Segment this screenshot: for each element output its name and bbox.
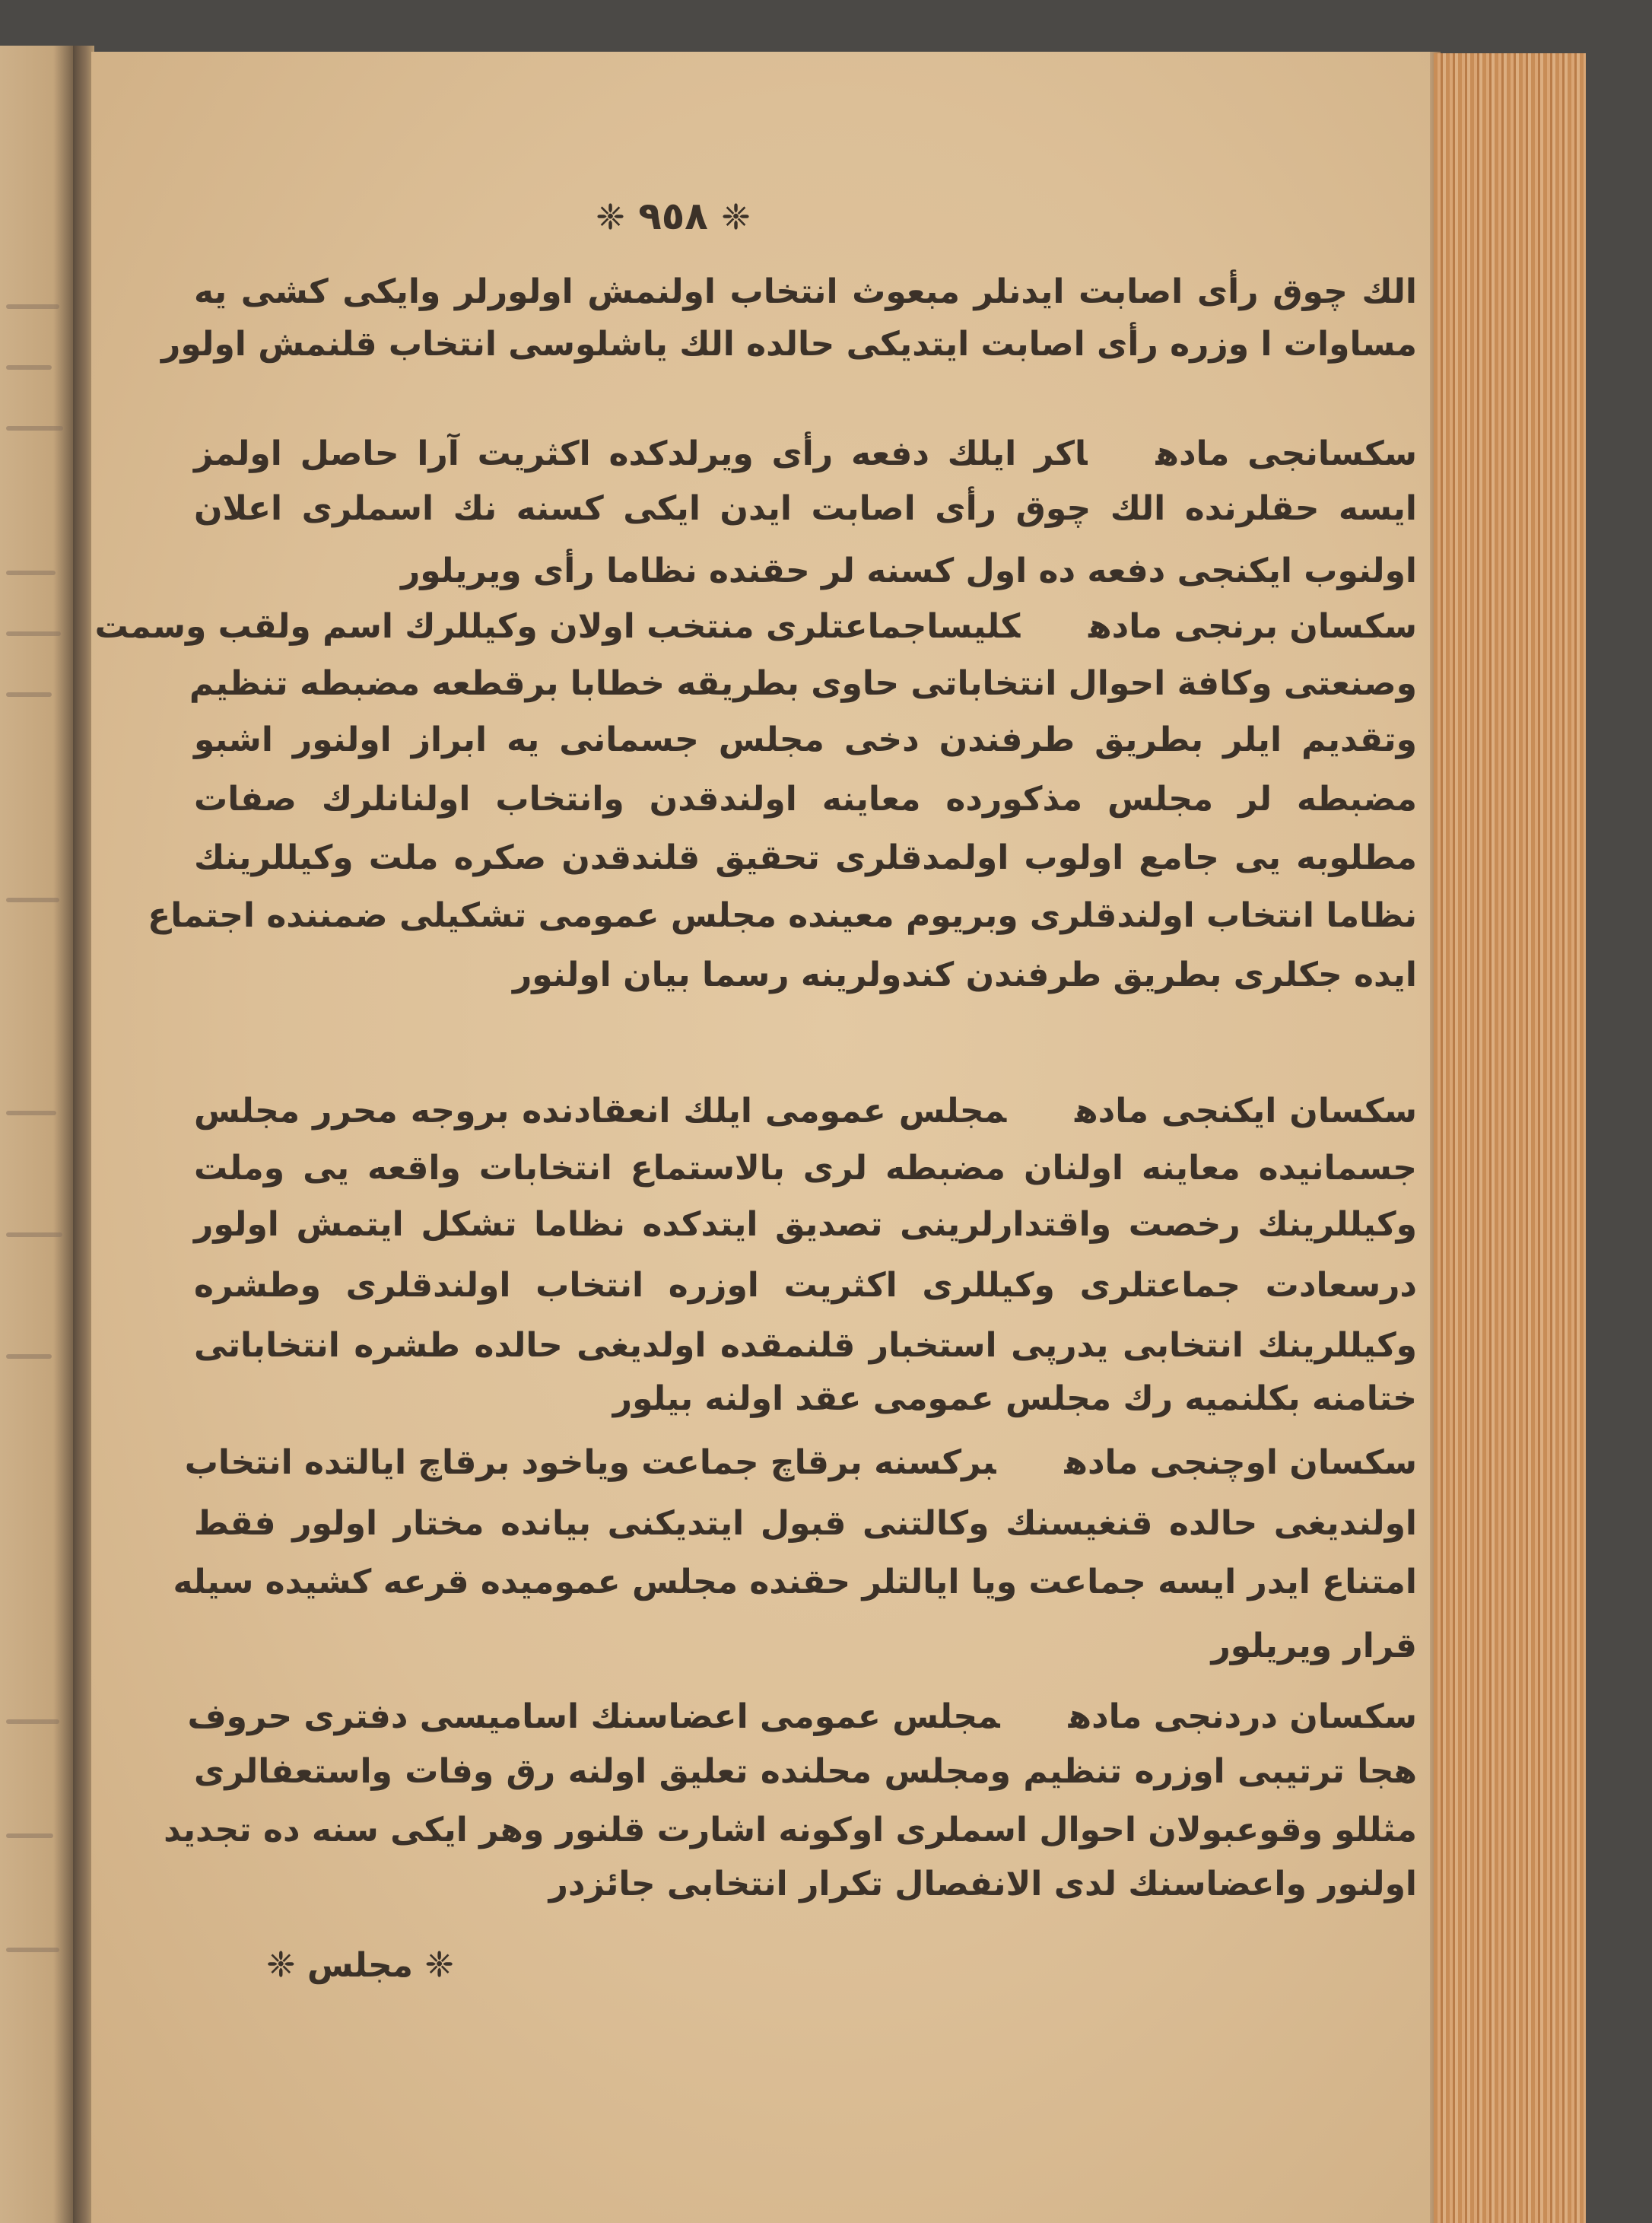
text-line: جسمانيده معاينه اولنان مضبطه لرى بالاستماع انتخابات واقعه يى وملت <box>194 1149 1417 1188</box>
catchword: ❈ مجلس ❈ <box>266 1944 454 1985</box>
article-line: سكسان برنجى مادهكليساجماعتلرى منتخب اولان وكيللرك اسم ولقب وسمت <box>94 607 1417 646</box>
text-line: مضبطه لر مجلس مذكورده معاينه اولندقدن وانتخاب اولنانلرك صفات <box>194 780 1417 819</box>
article-title: سكسان اوچنجى ماده <box>1064 1443 1417 1482</box>
article-line: سكسانجى مادهاكر ايلك دفعه رأى ويرلدكده اكثريت آرا حاصل اولمز <box>194 434 1417 473</box>
text-line: مساوات ا وزره رأى اصابت ايتديكى حالده الك ياشلوسى انتخاب قلنمش اولور <box>161 325 1417 364</box>
text-line: ايسه حقلرنده الك چوق رأى اصابت ايدن ايكى كسنه نك اسملرى اعلان <box>194 489 1417 528</box>
text-line: اولنديغى حالده قنغيسنك وكالتنى قبول ايتديكنى بيانده مختار اولور فقط <box>194 1504 1417 1543</box>
text-line: ايده جكلرى بطريق طرفندن كندولرينه رسما بيان اولنور <box>512 956 1417 994</box>
text-line: امتناع ايدر ايسه جماعت ويا ايالتلر حقنده مجلس عموميده قرعه كشيده سيله <box>173 1563 1417 1601</box>
article-title: سكسان برنجى ماده <box>1088 607 1417 646</box>
text-line: الك چوق رأى اصابت ايدنلر مبعوث انتخاب اولنمش اولورلر وايكى كشى يه <box>194 272 1417 311</box>
text-line: نظاما انتخاب اولندقلرى وبريوم معينده مجلس عمومى تشكيلى ضمننده اجتماع <box>148 896 1417 935</box>
article-line: سكسان دردنجى مادهمجلس عمومى اعضاسنك اساميسى دفترى حروف <box>187 1697 1417 1736</box>
text-line: اولنوب ايكنجى دفعه ده اول كسنه لر حقنده نظاما رأى ويريلور <box>400 552 1417 590</box>
article-title: سكسانجى ماده <box>1155 434 1417 473</box>
ornament-icon: ❈ <box>424 1944 454 1985</box>
page-number-header <box>559 194 787 238</box>
page-stack-edge <box>1434 53 1586 2223</box>
text-line: وكيللرينك رخصت واقتدارلرينى تصديق ايتدكده نظاما تشكل ايتمش اولور <box>194 1205 1417 1244</box>
text-line: درسعادت جماعتلرى وكيللرى اكثريت اوزره انتخاب اولندقلرى وطشره <box>194 1266 1417 1305</box>
text-line: وصنعتى وكافة احوال انتخاباتى حاوى بطريقه خطابا برقطعه مضبطه تنظيم <box>189 664 1417 703</box>
text-line: ختامنه بكلنميه رك مجلس عمومى عقد اولنه بيلور <box>612 1379 1417 1418</box>
ornament-icon: ❈ <box>721 196 751 237</box>
facing-page-edge <box>0 46 76 2223</box>
article-line: سكسان ايكنجى مادهمجلس عمومى ايلك انعقادنده بروجه محرر مجلس <box>194 1092 1417 1131</box>
article-line: سكسان اوچنجى مادهبركسنه برقاچ جماعت وياخود برقاچ ايالتده انتخاب <box>184 1443 1417 1482</box>
article-title: سكسان ايكنجى ماده <box>1075 1092 1417 1131</box>
text-line: مطلوبه يى جامع اولوب اولمدقلرى تحقيق قلندقدن صكره ملت وكيللرينك <box>194 838 1417 877</box>
ornament-icon: ❈ <box>266 1944 296 1985</box>
text-line: وتقديم ايلر بطريق طرفندن دخى مجلس جسمانى يه ابراز اولنور اشبو <box>194 720 1417 759</box>
text-line: هجا ترتيبى اوزره تنظيم ومجلس محلنده تعليق اولنه رق وفات واستعفالرى <box>194 1752 1417 1791</box>
text-line: وكيللرينك انتخابى يدرپى استخبار قلنمقده اولديغى حالده طشره انتخاباتى <box>194 1326 1417 1365</box>
text-line: اولنور واعضاسنك لدى الانفصال تكرار انتخابى جائزدر <box>548 1865 1417 1903</box>
article-title: سكسان دردنجى ماده <box>1068 1697 1417 1736</box>
text-line: مثللو وقوعبولان احوال اسملرى اوكونه اشارت قلنور وهر ايكى سنه ده تجديد <box>164 1811 1417 1849</box>
text-line: قرار ويريلور <box>1211 1627 1417 1665</box>
ornament-icon: ❈ <box>596 196 625 237</box>
page-number: ٩٥٨ <box>638 194 708 238</box>
